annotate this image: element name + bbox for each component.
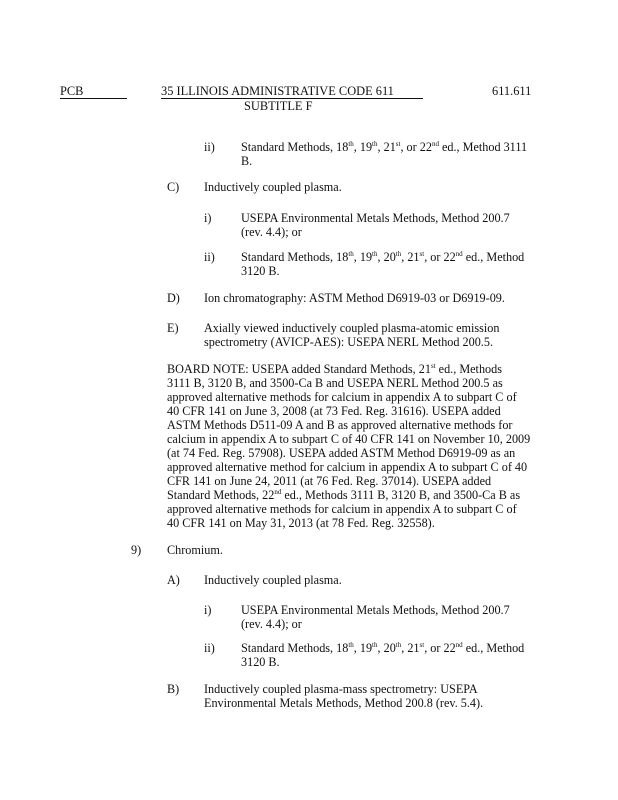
item-text-line1: USEPA Environmental Metals Methods, Method 200.7 [241,211,510,225]
note-line: 3111 B, 3120 B, and 3500-Ca B and USEPA NERL Method 200.5 as [167,376,503,390]
item-text-line2: Environmental Metals Methods, Method 200.8 (rev. 5.4). [204,696,484,710]
item-label: C) [167,180,180,194]
note-line: BOARD NOTE: USEPA added Standard Methods, 21st ed., Methods [167,362,502,376]
item-label: i) [204,211,212,225]
note-line: CFR 141 on June 24, 2011 (at 76 Fed. Reg. 37014). USEPA added [167,474,492,488]
note-line: 40 CFR 141 on June 3, 2008 (at 73 Fed. Reg. 31616). USEPA added [167,404,501,418]
item-text-line2: spectrometry (AVICP-AES): USEPA NERL Method 200.5. [204,335,493,349]
item-text-line2: 3120 B. [241,264,280,278]
note-line: calcium in appendix A to subpart C of 40 CFR 141 on November 10, 2009 [167,432,531,446]
header-title: 35 ILLINOIS ADMINISTRATIVE CODE 611 [161,84,394,98]
header-underline-left [60,98,127,99]
item-label: E) [167,321,179,335]
note-line: (at 74 Fed. Reg. 57908). USEPA added ASTM Method D6919-09 as an [167,446,516,460]
item-text-line1: USEPA Environmental Metals Methods, Method 200.7 [241,603,510,617]
item-label: ii) [204,140,215,154]
note-line: 40 CFR 141 on May 31, 2013 (at 78 Fed. Reg. 32558). [167,516,435,530]
item-text-line2: (rev. 4.4); or [241,617,302,631]
item-label: A) [167,573,180,587]
item-text: Ion chromatography: ASTM Method D6919-03 or D6919-09. [204,291,505,305]
item-text: Chromium. [167,543,223,557]
item-label: ii) [204,641,215,655]
item-text-line1: Standard Methods, 18th, 19th, 20th, 21st, or 22nd ed., Method [241,250,525,264]
item-label: i) [204,603,212,617]
note-line: ASTM Methods D511-09 A and B as approved alternative methods for [167,418,513,432]
item-text: Inductively coupled plasma. [204,573,342,587]
note-line: approved alternative method for calcium in appendix A to subpart C of 40 [167,460,528,474]
header-subtitle: SUBTITLE F [244,99,313,113]
item-label: B) [167,682,180,696]
item-text-line2: (rev. 4.4); or [241,225,302,239]
item-label: ii) [204,250,215,264]
item-text-line1: Inductively coupled plasma-mass spectrometry: USEPA [204,682,478,696]
item-text: Inductively coupled plasma. [204,180,342,194]
item-text-line1: Standard Methods, 18th, 19th, 21st, or 22nd ed., Method 3111 [241,140,528,154]
item-text-line1: Standard Methods, 18th, 19th, 20th, 21st, or 22nd ed., Method [241,641,525,655]
item-text-line2: 3120 B. [241,655,280,669]
header-left: PCB [60,84,84,98]
note-line: approved alternative methods for calcium in appendix A to subpart C of [167,502,517,516]
header-section-number: 611.611 [492,84,532,98]
item-label: D) [167,291,180,305]
item-text-line1: Axially viewed inductively coupled plasma-atomic emission [204,321,500,335]
item-text-line2: B. [241,154,253,168]
note-line: Standard Methods, 22nd ed., Methods 3111 B, 3120 B, and 3500-Ca B as [167,488,521,502]
note-line: approved alternative methods for calcium in appendix A to subpart C of [167,390,517,404]
item-label: 9) [131,543,142,557]
